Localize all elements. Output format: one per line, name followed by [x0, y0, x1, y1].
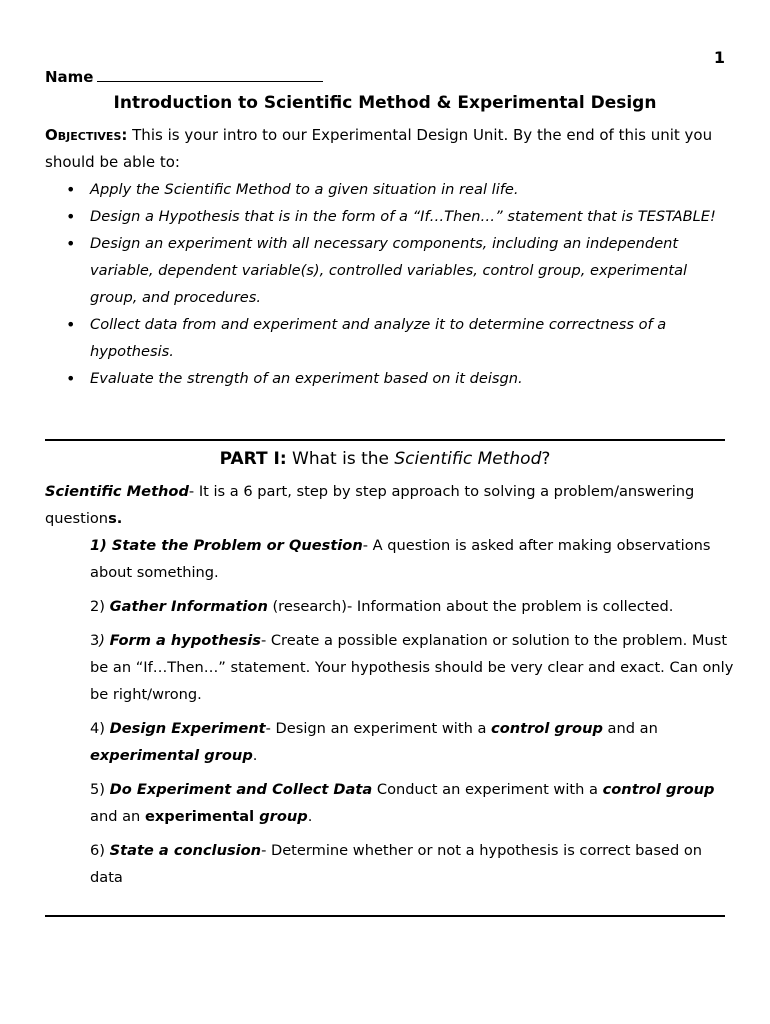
step-text: Conduct an experiment with a — [372, 781, 603, 798]
step-term-group: group — [254, 808, 308, 825]
step-5 — [90, 776, 735, 830]
step-term: Form a hypothesis — [109, 632, 261, 649]
definition-end: s. — [108, 510, 123, 527]
bottom-divider — [45, 915, 725, 917]
definition-term: Scientific Method — [45, 483, 189, 500]
page-number: 1 — [713, 48, 725, 67]
step-term-control: control group — [491, 720, 603, 737]
step-prefix: 5) — [90, 781, 110, 798]
objectives-section — [45, 122, 735, 392]
definition-text: - It is a 6 part, step by step approach to solving a problem/answering question — [45, 483, 695, 527]
step-prefix: 4) — [90, 720, 110, 737]
step-text: and an — [90, 808, 145, 825]
objective-item: • Apply the Scientific Method to a given situation in real life. — [90, 176, 735, 203]
document-title: Introduction to Scientific Method & Experimental Design — [113, 93, 657, 113]
scientific-method-definition — [45, 478, 735, 532]
objective-item: • Evaluate the strength of an experiment based on it deisgn. — [90, 365, 735, 392]
step-text: . — [252, 747, 258, 764]
name-label: Name — [45, 68, 94, 86]
step-text: . — [307, 808, 313, 825]
step-text: and an — [602, 720, 658, 737]
objectives-intro-text: This is your intro to our Experimental Design Unit. By the end of this unit you should be able to: — [45, 126, 713, 171]
step-text: (research)- Information about the problem is collected. — [267, 598, 674, 615]
step-term: Do Experiment and Collect Data — [109, 781, 373, 798]
step-text: - Determine whether or not a hypothesis is correct based on data — [90, 842, 703, 886]
part-text-italic: Scientific Method — [394, 449, 542, 469]
step-2 — [90, 593, 735, 620]
step-6 — [90, 837, 735, 891]
section-divider — [45, 439, 725, 441]
objective-item: • Collect data from and experiment and analyze it to determine correctness of a hypothesis. — [90, 311, 735, 365]
part-heading — [0, 449, 770, 469]
step-term: Design Experiment — [109, 720, 266, 737]
steps-list — [90, 532, 735, 891]
step-prefix: 6) — [90, 842, 110, 859]
step-text: - Design an experiment with a — [265, 720, 492, 737]
step-prefix: 3 — [90, 632, 100, 649]
name-blank-line[interactable] — [97, 67, 323, 82]
step-term-experimental: experimental — [144, 808, 255, 825]
step-prefix: 2) — [90, 598, 110, 615]
objectives-list — [45, 176, 735, 392]
step-1 — [90, 532, 735, 586]
part-text: What is the — [286, 449, 395, 469]
step-prefix-italic: ) — [99, 632, 110, 649]
objective-item: • Design an experiment with all necessary components, including an independent variable, dependent variable(s), controlled variables, control group, experimental group, and procedures. — [90, 230, 735, 311]
step-text: - Create a possible explanation or solution to the problem. Must be an “If…Then…” statement. Your hypothesis should be very clear and exact. Can only be right/wrong. — [90, 632, 734, 703]
step-term: Gather Information — [109, 598, 268, 615]
step-4 — [90, 715, 735, 769]
name-field — [45, 67, 323, 86]
part-text-end: ? — [541, 449, 551, 469]
step-term: State a conclusion — [109, 842, 262, 859]
objectives-intro — [45, 122, 735, 176]
objective-item: • Design a Hypothesis that is in the form of a “If…Then…” statement that is TESTABLE! — [90, 203, 735, 230]
step-term-control: control group — [602, 781, 715, 798]
step-text: - A question is asked after making observations about something. — [90, 537, 711, 581]
part-label: PART I: — [219, 449, 287, 469]
step-term: 1) State the Problem or Question — [90, 537, 363, 554]
step-3 — [90, 627, 735, 708]
step-term-experimental: experimental group — [90, 747, 253, 764]
objectives-heading: Objectives: — [45, 126, 128, 144]
